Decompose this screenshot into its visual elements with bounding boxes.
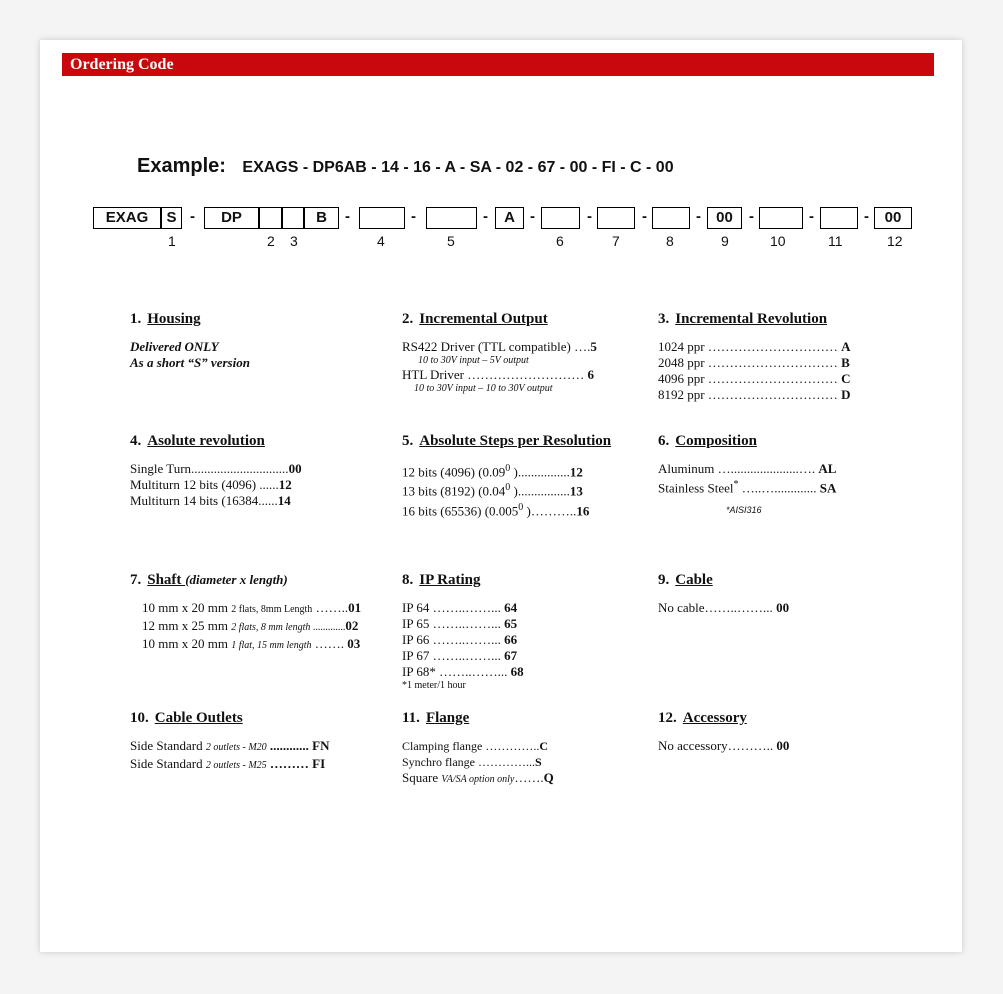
section-heading: 10. Cable Outlets bbox=[130, 710, 243, 726]
section-housing bbox=[130, 311, 250, 371]
code-dash: - bbox=[864, 208, 869, 225]
code-dash: - bbox=[749, 208, 754, 225]
option-note: 10 to 30V input – 5V output bbox=[418, 355, 529, 366]
example-label: Example: bbox=[137, 155, 226, 177]
position-number: 6 bbox=[556, 233, 564, 249]
option-row: No accessory……….. 00 bbox=[658, 738, 790, 753]
section-flange bbox=[402, 710, 554, 788]
section-cable-outlets bbox=[130, 710, 330, 774]
option-row: Side Standard 2 outlets - M20 ............ FN bbox=[130, 738, 330, 753]
option-row: 10 mm x 20 mm 1 flat, 15 mm length ……. 03 bbox=[142, 636, 361, 651]
section-heading: 3. Incremental Revolution bbox=[658, 311, 828, 327]
option-row: 12 bits (4096) (0.09$^0$ )................12 bbox=[402, 463, 583, 480]
option-row: Aluminum ….....................…. AL bbox=[658, 461, 837, 476]
section-heading: 9. Cable bbox=[658, 572, 713, 588]
option-row: Side Standard 2 outlets - M25 ……… FI bbox=[130, 756, 326, 771]
section-heading: 1. Housing bbox=[130, 311, 201, 327]
section-ip-rating bbox=[402, 572, 524, 692]
option-row: RS422 Driver (TTL compatible) ….5 bbox=[402, 339, 597, 354]
code-dash: - bbox=[190, 208, 195, 225]
section-absolute-revolution bbox=[130, 433, 302, 509]
option-row: IP 68* ……..……... 68 bbox=[402, 664, 524, 679]
code-box-dp: DP bbox=[204, 207, 259, 229]
option-row: No cable……..……... 00 bbox=[658, 600, 790, 615]
section-absolute-steps bbox=[402, 433, 611, 519]
code-box-a: A bbox=[495, 207, 524, 229]
code-dash: - bbox=[642, 208, 647, 225]
ip-footnote: *1 meter/1 hour bbox=[402, 680, 466, 691]
example-code: EXAGS - DP6AB - 14 - 16 - A - SA - 02 - 67 - 00 - FI - C - 00 bbox=[242, 159, 674, 176]
position-number: 2 bbox=[267, 233, 275, 249]
option-row: 13 bits (8192) (0.04$^0$ )................13 bbox=[402, 482, 583, 499]
option-row: Multiturn 14 bits (16384......14 bbox=[130, 493, 291, 508]
option-row: 1024 ppr ………………………… A bbox=[658, 339, 851, 354]
position-number: 5 bbox=[447, 233, 455, 249]
option-row: 10 mm x 20 mm 2 flats, 8mm Length ……..01 bbox=[142, 600, 362, 615]
code-box-9: 00 bbox=[707, 207, 742, 229]
position-number: 11 bbox=[828, 233, 843, 249]
code-dash: - bbox=[483, 208, 488, 225]
code-box-b bbox=[304, 207, 339, 229]
code-box-exag: EXAG bbox=[93, 207, 161, 229]
section-heading: 2. Incremental Output bbox=[402, 311, 548, 327]
section-shaft bbox=[130, 572, 361, 654]
code-box-11 bbox=[820, 207, 858, 229]
option-row: 4096 ppr ………………………… C bbox=[658, 371, 851, 386]
code-dash: - bbox=[411, 208, 416, 225]
document-page bbox=[40, 40, 962, 952]
option-row: IP 64 ……..……... 64 bbox=[402, 600, 518, 615]
code-box-10 bbox=[759, 207, 803, 229]
section-banner: Ordering Code bbox=[62, 53, 934, 76]
section-heading: 5. Absolute Steps per Resolution bbox=[402, 433, 612, 449]
code-dash: - bbox=[345, 208, 350, 225]
housing-line: Delivered ONLY bbox=[130, 339, 219, 354]
option-row: Square VA/SA option only…….Q bbox=[402, 770, 554, 785]
section-incremental-revolution bbox=[658, 311, 850, 403]
section-heading: 11. Flange bbox=[402, 710, 470, 726]
option-row: 2048 ppr ………………………… B bbox=[658, 355, 850, 370]
code-box-12: 00 bbox=[874, 207, 912, 229]
position-number: 7 bbox=[612, 233, 620, 249]
position-number: 8 bbox=[666, 233, 674, 249]
section-heading: 6. Composition bbox=[658, 433, 757, 449]
position-number: 9 bbox=[721, 233, 729, 249]
option-row: Single Turn..............................00 bbox=[130, 461, 302, 476]
housing-line: As a short “S” version bbox=[130, 355, 250, 370]
option-row: IP 67 ……..……... 67 bbox=[402, 648, 518, 663]
example-line bbox=[137, 155, 674, 178]
option-row: IP 66 ……..……... 66 bbox=[402, 632, 518, 647]
option-row: 16 bits (65536) (0.005$^0$ )………..16 bbox=[402, 501, 590, 518]
code-box-8 bbox=[652, 207, 690, 229]
option-row: Synchro flange …………...S bbox=[402, 755, 542, 769]
option-row: Multiturn 12 bits (4096) ......12 bbox=[130, 477, 292, 492]
code-dash: - bbox=[809, 208, 814, 225]
section-incremental-output bbox=[402, 311, 597, 395]
option-row: Clamping flange …………..C bbox=[402, 739, 548, 753]
section-heading: 4. Asolute revolution bbox=[130, 433, 265, 449]
option-row: 8192 ppr ………………………… D bbox=[658, 387, 851, 402]
section-heading: 12. Accessory bbox=[658, 710, 747, 726]
code-box-4 bbox=[359, 207, 405, 229]
position-number: 10 bbox=[770, 233, 786, 249]
code-box-2 bbox=[259, 207, 282, 229]
section-composition bbox=[658, 433, 836, 518]
option-note: 10 to 30V input – 10 to 30V output bbox=[414, 383, 553, 394]
code-dash: - bbox=[530, 208, 535, 225]
code-box-5 bbox=[426, 207, 477, 229]
option-row: HTL Driver ……………………… 6 bbox=[402, 367, 594, 382]
section-heading: 8. IP Rating bbox=[402, 572, 481, 588]
code-box-b-text: B bbox=[316, 209, 327, 226]
section-cable bbox=[658, 572, 789, 616]
option-row: 12 mm x 25 mm 2 flats, 8 mm length .............02 bbox=[142, 618, 359, 633]
position-number: 12 bbox=[887, 233, 903, 249]
code-box-7 bbox=[597, 207, 635, 229]
position-number: 3 bbox=[290, 233, 298, 249]
code-dash: - bbox=[696, 208, 701, 225]
option-row: IP 65 ……..……... 65 bbox=[402, 616, 518, 631]
position-number: 4 bbox=[377, 233, 385, 249]
composition-footnote: *AISI316 bbox=[726, 505, 762, 516]
position-number: 1 bbox=[168, 233, 176, 249]
code-box-6 bbox=[541, 207, 580, 229]
option-row: Stainless Steel* …..…............. SA bbox=[658, 479, 837, 496]
code-box-3 bbox=[282, 207, 304, 229]
section-heading: 7. Shaft (diameter x length) bbox=[130, 572, 288, 588]
section-accessory bbox=[658, 710, 789, 754]
code-dash: - bbox=[587, 208, 592, 225]
code-box-s: S bbox=[161, 207, 182, 229]
